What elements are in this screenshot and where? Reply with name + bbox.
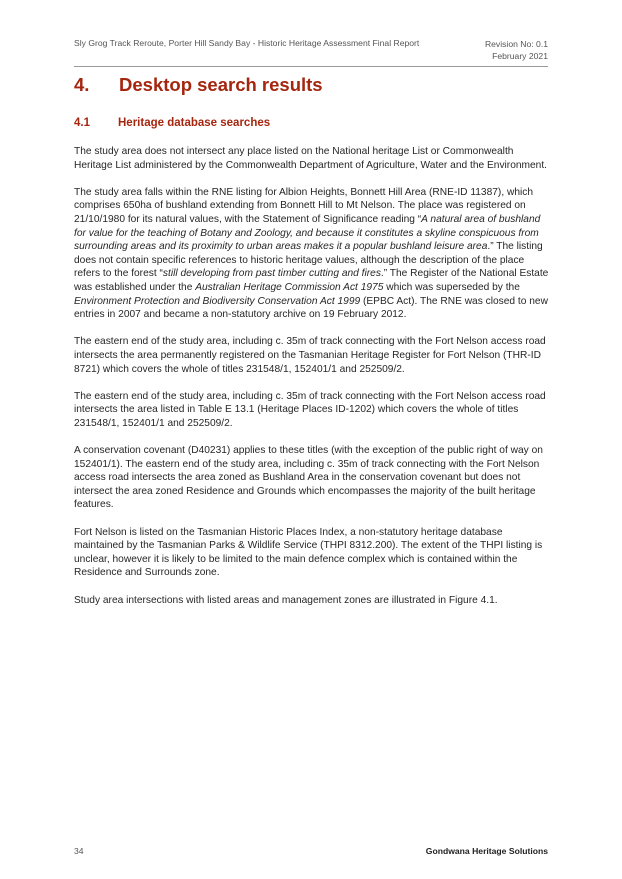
rne-text-1: The study area falls within the RNE listing for Albion Heights, Bonnett Hill Area (RNE-ID 11387), which comprises 650ha of bushland extending from Bonnett Hill to Mt Nelson. The place was registered on 21/10/1980 for its natural values, with the Statement of Significance reading “: [74, 186, 534, 225]
act-1975: Australian Heritage Commission Act 1975: [195, 281, 384, 293]
forest-quote: still developing from past timber cutting and fires: [162, 268, 381, 280]
organisation-name: Gondwana Heritage Solutions: [425, 846, 548, 856]
paragraph-tasmanian-register: The eastern end of the study area, including c. 35m of track connecting with the Fort Nelson access road intersects the area permanently registered on the Tasmanian Heritage Register for Fort Nelson (THR-ID 8721) which covers the whole of titles 231548/1, 152401/1 and 252509/2.: [74, 336, 546, 375]
report-title: Sly Grog Track Reroute, Porter Hill Sandy Bay - Historic Heritage Assessment Final Report: [74, 38, 420, 48]
rne-text-5: (EPBC Act). The RNE was closed to new entries in 2007 and became a non-statutory archive on 19 February 2012.: [74, 295, 548, 321]
subsection-title: Heritage database searches: [118, 117, 271, 129]
revision-number: Revision No: 0.1: [484, 39, 548, 49]
revision-block: [485, 38, 548, 62]
paragraph-historic-places-index: Fort Nelson is listed on the Tasmanian Historic Places Index, a non-statutory heritage database maintained by the Tasmanian Parks & Wildlife Service (THPI 8312.200). The extent of the THPI listing is unclear, however it is likely to be limited to the main defence complex which is contained within the Residence and Surrounds zone.: [74, 526, 543, 579]
paragraph-rne-listing: [74, 186, 550, 322]
significance-quote: A natural area of bushland for value for the teaching of Botany and Zoology, and because it constitutes a skyline conspicuous from surrounding areas and its proximity to urban areas makes it a popular bushland leisure area: [74, 213, 541, 253]
subsection-number: 4.1: [74, 117, 90, 129]
paragraph-conservation-covenant: A conservation covenant (D40231) applies to these titles (with the exception of the public right of way on 152401/1). The eastern end of the study area, including c. 35m of track connecting with the Fort Nelson access road intersects the area zoned as Bushland Area in the conservation covenant but does not intersect the area zoned Residence and Grounds which encompasses the majority of the built heritage features.: [74, 445, 543, 511]
subsection-heading: [74, 117, 270, 129]
paragraph-national-heritage: The study area does not intersect any place listed on the National heritage List or Commonwealth Heritage List administered by the Commonwealth Department of Agriculture, Water and the Environment.: [74, 146, 548, 171]
rne-text-4: which was superseded by the: [383, 281, 520, 293]
rne-text-2: .” The listing does not contain specific references to historic heritage values, although the description of the place refers to the forest “: [74, 241, 543, 280]
paragraph-figure-reference: Study area intersections with listed areas and management zones are illustrated in Figure 4.1.: [74, 594, 498, 606]
section-heading: [74, 74, 323, 96]
rne-text-3: .” The Register of the National Estate was established under the: [74, 268, 549, 293]
page-header: [74, 36, 548, 67]
section-number: 4.: [74, 74, 90, 95]
body-text: [74, 145, 550, 621]
act-1999: Environment Protection and Biodiversity Conservation Act 1999: [74, 295, 361, 307]
paragraph-table-e13: The eastern end of the study area, including c. 35m of track connecting with the Fort Nelson access road intersects the area listed in Table E 13.1 (Heritage Places ID-1202) which covers the whole of titles 231548/1, 152401/1 and 252509/2.: [74, 390, 546, 429]
revision-date: February 2021: [492, 51, 548, 61]
section-title: Desktop search results: [119, 74, 323, 95]
page-number: 34: [74, 846, 84, 856]
